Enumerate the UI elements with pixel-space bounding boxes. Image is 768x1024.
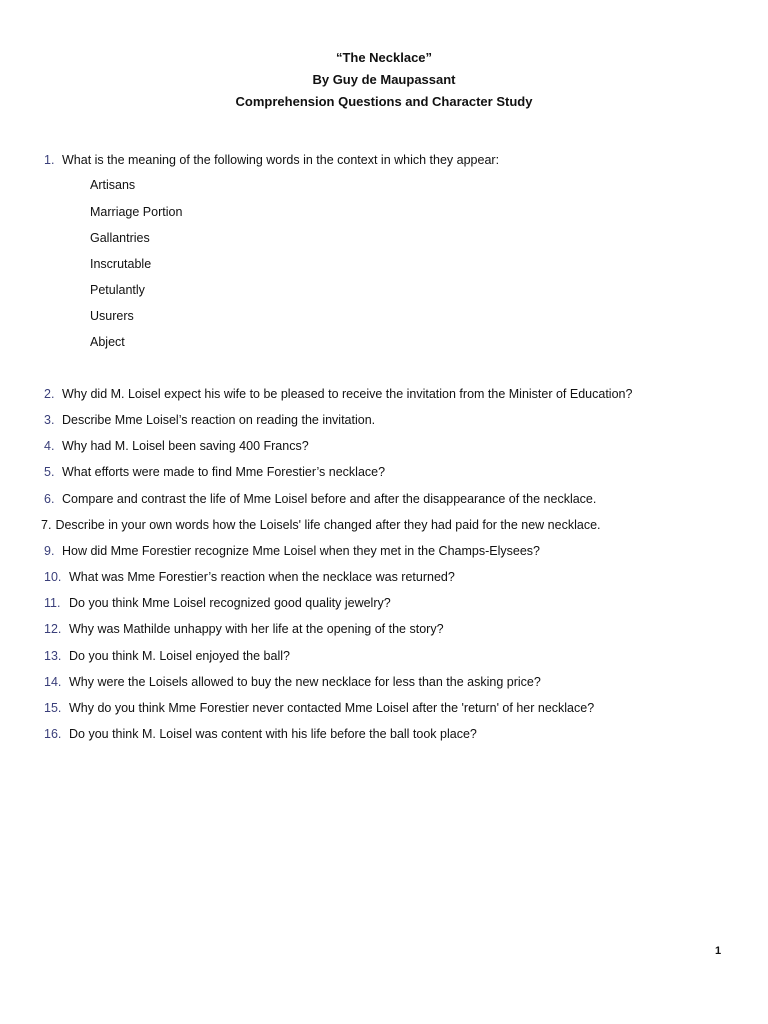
question-number: 11. (44, 596, 61, 610)
question-item (44, 411, 375, 429)
question-item (44, 437, 309, 455)
question-text: What was Mme Forestier’s reaction when the necklace was returned? (69, 570, 455, 584)
question-1 (44, 151, 499, 169)
question-number: 3. (44, 413, 55, 427)
question-number: 4. (44, 439, 55, 453)
vocab-word: Usurers (90, 309, 134, 323)
question-item (44, 699, 594, 717)
question-item (41, 516, 601, 534)
question-item (44, 490, 596, 508)
question-text: Why were the Loisels allowed to buy the new necklace for less than the asking price? (69, 675, 541, 689)
question-number: 6. (44, 492, 55, 506)
question-text: Do you think Mme Loisel recognized good quality jewelry? (69, 596, 391, 610)
question-text: Do you think M. Loisel enjoyed the ball? (69, 649, 290, 663)
question-text: Why did M. Loisel expect his wife to be pleased to receive the invitation from the Minister of Education? (62, 387, 633, 401)
question-number: 12. (44, 622, 62, 636)
question-text: What efforts were made to find Mme Forestier’s necklace? (62, 465, 386, 479)
question-number: 9. (44, 544, 55, 558)
vocab-word: Gallantries (90, 231, 150, 245)
question-item (44, 620, 444, 638)
vocab-word: Artisans (90, 178, 136, 192)
title-block (0, 47, 768, 113)
question-number: 16. (44, 727, 62, 741)
question-text: Compare and contrast the life of Mme Loisel before and after the disappearance of the necklace. (62, 492, 597, 506)
question-text: How did Mme Forestier recognize Mme Loisel when they met in the Champs-Elysees? (62, 544, 540, 558)
question-item (44, 385, 632, 403)
question-number: 5. (44, 465, 55, 479)
question-number: 15. (44, 701, 62, 715)
document-author: By Guy de Maupassant (312, 72, 456, 87)
vocab-word: Petulantly (90, 283, 145, 297)
question-item (44, 725, 477, 743)
document-subtitle: Comprehension Questions and Character Study (235, 94, 533, 109)
question-number: 1. (44, 153, 55, 167)
document-title: “The Necklace” (335, 50, 433, 65)
question-item (44, 542, 540, 560)
question-text: Describe Mme Loisel’s reaction on reading the invitation. (62, 413, 376, 427)
question-item (44, 463, 385, 481)
question-item (44, 647, 290, 665)
vocab-word: Inscrutable (90, 257, 152, 271)
question-item (44, 568, 455, 586)
question-text: Do you think M. Loisel was content with his life before the ball took place? (69, 727, 477, 741)
question-number: 13. (44, 649, 62, 663)
question-item (44, 673, 541, 691)
question-text: What is the meaning of the following words in the context in which they appear: (62, 153, 500, 167)
question-number: 7. (41, 518, 52, 532)
page-number: 1 (715, 945, 722, 957)
vocab-word: Abject (90, 335, 125, 349)
vocab-word: Marriage Portion (90, 205, 183, 219)
question-number: 2. (44, 387, 55, 401)
question-text: Why had M. Loisel been saving 400 Francs? (62, 439, 309, 453)
question-item (44, 594, 391, 612)
question-text: Why was Mathilde unhappy with her life at the opening of the story? (69, 622, 444, 636)
question-text: Describe in your own words how the Loisels' life changed after they had paid for the new necklace. (55, 518, 601, 532)
question-number: 14. (44, 675, 62, 689)
question-number: 10. (44, 570, 62, 584)
question-text: Why do you think Mme Forestier never contacted Mme Loisel after the 'return' of her necklace? (69, 701, 595, 715)
